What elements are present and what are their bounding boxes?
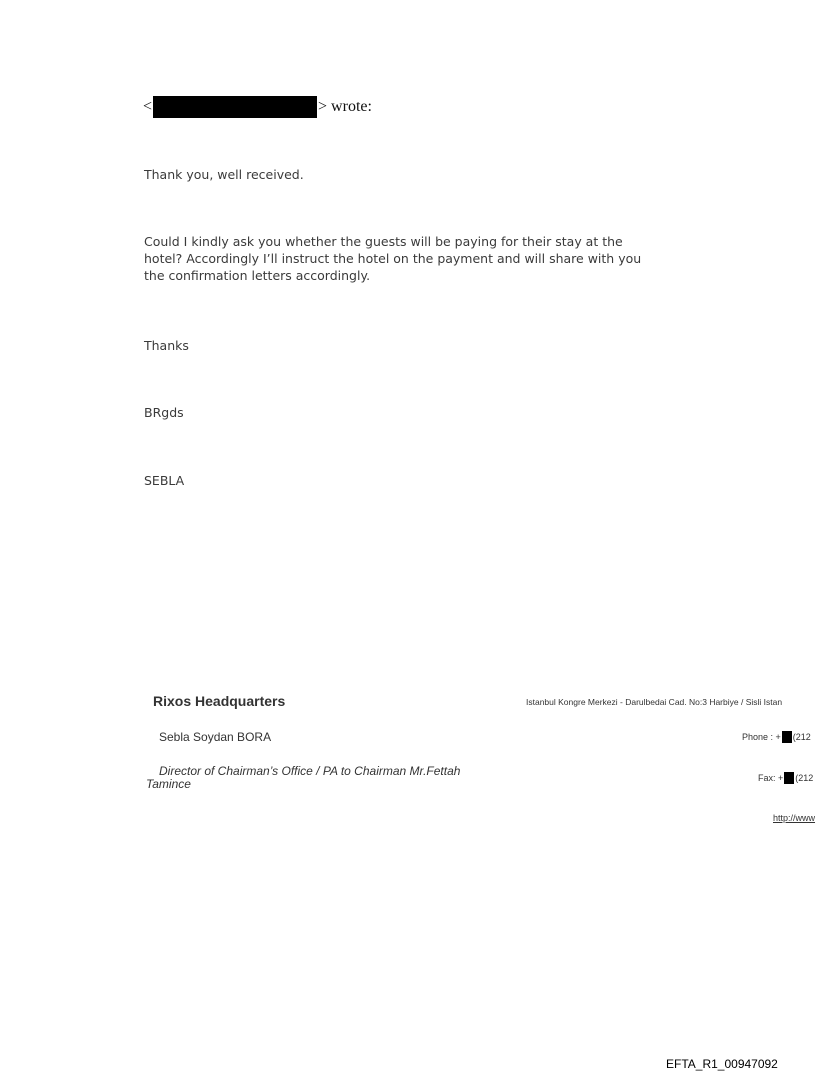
redaction-bar (782, 731, 792, 743)
phone-label: Phone : + (742, 732, 781, 742)
signature-company: Rixos Headquarters (153, 693, 286, 709)
redaction-bar (153, 96, 317, 118)
wrote-prefix: < (143, 98, 153, 115)
signature-phone (742, 731, 811, 743)
phone-rest: (212 (792, 732, 811, 742)
paragraph-thanks: Thanks (144, 338, 189, 353)
signature-name: Sebla Soydan BORA (159, 730, 272, 744)
signature-title: Director of Chairman’s Office / PA to Chairman Mr.Fettah Tamince (146, 764, 461, 791)
paragraph-received: Thank you, well received. (144, 167, 304, 182)
paragraph-brgds: BRgds (144, 405, 184, 420)
wrote-line (143, 96, 372, 118)
signature-address: Istanbul Kongre Merkezi - Darulbedai Cad. No:3 Harbiye / Sisli Istan (526, 697, 783, 707)
paragraph-question: Could I kindly ask you whether the guests will be paying for their stay at the hotel? Accordingly I’ll instruct the hotel on the payment and will share with you the confirmation letters accordingly. (144, 234, 642, 283)
fax-label: Fax: + (758, 773, 784, 783)
paragraph-sender: SEBLA (144, 473, 185, 488)
website-link[interactable]: http://www (773, 813, 816, 823)
document-id: EFTA_R1_00947092 (666, 1057, 778, 1071)
wrote-suffix: > wrote: (318, 98, 372, 115)
redaction-bar (784, 772, 794, 784)
fax-rest: (212 (795, 773, 814, 783)
signature-fax (758, 772, 813, 784)
